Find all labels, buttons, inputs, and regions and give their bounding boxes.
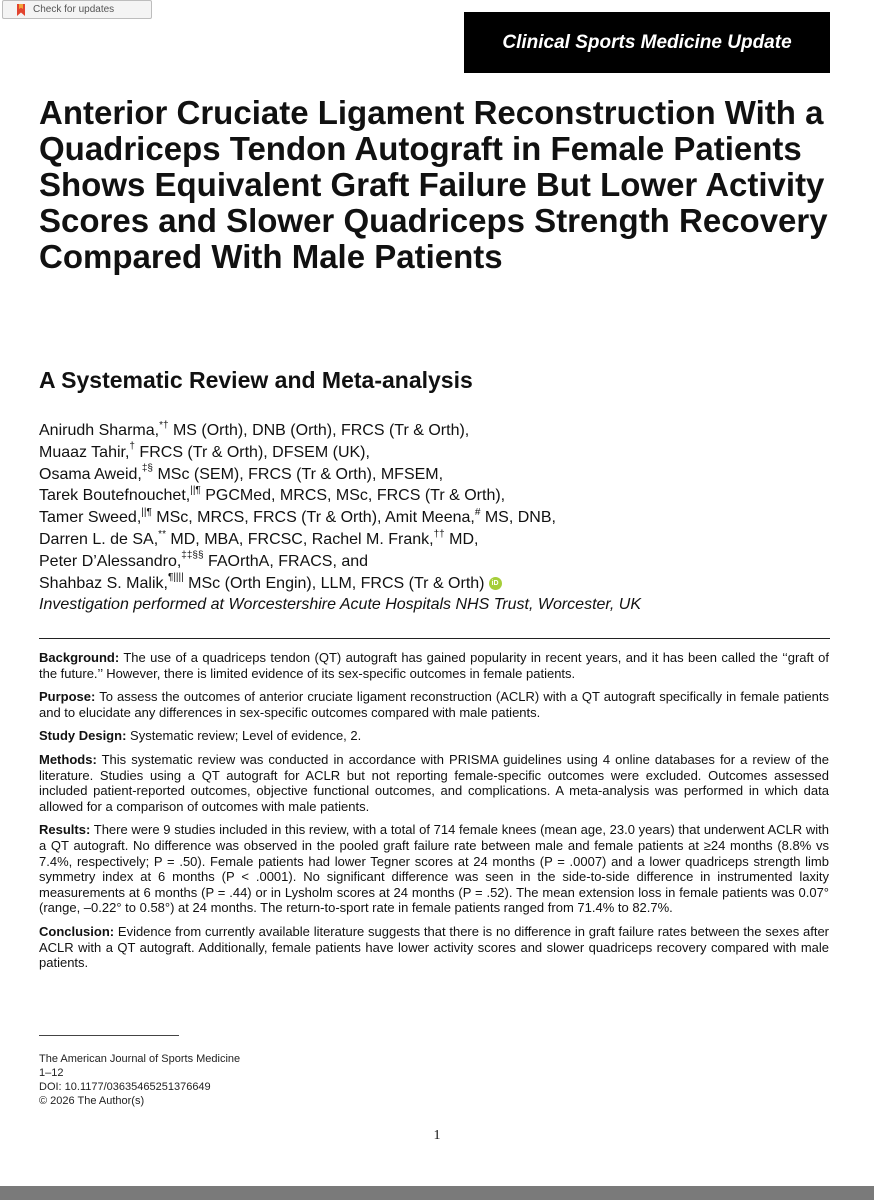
author-sup: ‡‡§§ xyxy=(181,550,204,562)
abstract-background xyxy=(39,650,829,681)
banner-label: Clinical Sports Medicine Update xyxy=(502,31,792,53)
doi[interactable]: DOI: 10.1177/03635465251376649 xyxy=(39,1081,211,1093)
author-degrees: MD, MBA, FRCSC, xyxy=(165,530,312,548)
footnote-divider xyxy=(39,1035,179,1036)
author-sup: ¶|||| xyxy=(167,572,184,584)
methods-text: This systematic review was conducted in accordance with PRISMA guidelines using 4 online databases for a review of the literature. Studies using a QT autograft for ACLR but not reporting female-specific outcomes were excluded. Outcomes assessed included patient-reported outcomes, objective functional outcomes, and complications. A meta-analysis was performed in which data allowed for a comparison of outcomes with male patients. xyxy=(39,751,829,814)
author-name: Amit Meena, xyxy=(385,509,475,527)
abstract-purpose xyxy=(39,689,829,720)
methods-label: Methods: xyxy=(39,751,97,767)
author-degrees: MS, DNB, xyxy=(480,509,556,527)
background-text: The use of a quadriceps tendon (QT) autograft has gained popularity in recent years, and it has been called the ‘‘graft of the future.’’ However, there is limited evidence of its sex-specific outcomes in female patients. xyxy=(39,650,829,681)
author-line xyxy=(39,507,839,529)
badge-label: Check for updates xyxy=(33,4,115,15)
author-degrees: MSc, MRCS, FRCS (Tr & Orth), xyxy=(151,509,386,527)
author-line xyxy=(39,420,839,442)
abstract-conclusion xyxy=(39,924,829,971)
author-sup: *† xyxy=(159,419,169,431)
orcid-icon[interactable]: iD xyxy=(489,577,502,590)
bottom-bar xyxy=(0,1186,874,1200)
abstract-top-divider xyxy=(39,638,830,639)
author-name: Shahbaz S. Malik, xyxy=(39,574,168,592)
article-title: Anterior Cruciate Ligament Reconstruction With a Quadriceps Tendon Autograft in Female Patients Shows Equivalent Graft Failure But Lower Activity Scores and Slower Quadriceps Strength Recovery Compared With Male Patients xyxy=(39,94,828,275)
article-subtitle: A Systematic Review and Meta-analysis xyxy=(39,367,473,393)
author-line xyxy=(39,529,839,551)
author-list xyxy=(39,420,839,616)
conclusion-label: Conclusion: xyxy=(39,923,115,939)
author-degrees: FAOrthA, FRACS, and xyxy=(203,552,369,570)
page-range: 1–12 xyxy=(39,1067,64,1079)
results-label: Results: xyxy=(39,822,91,838)
author-name: Peter D’Alessandro, xyxy=(39,552,182,570)
author-name: Tarek Boutefnouchet, xyxy=(39,487,191,505)
author-name: Osama Aweid, xyxy=(39,465,142,483)
page-number: 1 xyxy=(433,1128,441,1143)
purpose-label: Purpose: xyxy=(39,689,96,705)
author-degrees: MSc (SEM), FRCS (Tr & Orth), MFSEM, xyxy=(153,465,444,483)
affiliation: Investigation performed at Worcestershire Acute Hospitals NHS Trust, Worcester, UK xyxy=(39,596,641,614)
author-name: Muaaz Tahir, xyxy=(39,443,130,461)
author-sup: †† xyxy=(433,528,445,540)
author-name: Rachel M. Frank, xyxy=(311,530,434,548)
bookmark-update-icon xyxy=(16,4,26,16)
check-for-updates-badge[interactable] xyxy=(2,0,152,19)
copyright: © 2026 The Author(s) xyxy=(39,1095,145,1107)
author-name: Darren L. de SA, xyxy=(39,530,159,548)
author-line xyxy=(39,551,839,573)
abstract xyxy=(39,650,829,979)
author-sup: ‡§ xyxy=(141,463,153,475)
author-sup: ** xyxy=(158,528,166,540)
abstract-design xyxy=(39,728,829,744)
author-degrees: PGCMed, MRCS, MSc, FRCS (Tr & Orth), xyxy=(200,487,506,505)
abstract-results xyxy=(39,822,829,916)
author-name: Anirudh Sharma, xyxy=(39,422,160,439)
author-line xyxy=(39,442,839,464)
author-line xyxy=(39,573,839,595)
journal-name: The American Journal of Sports Medicine xyxy=(39,1053,241,1065)
author-degrees: FRCS (Tr & Orth), DFSEM (UK), xyxy=(134,443,370,461)
author-sup: † xyxy=(129,441,135,453)
author-degrees: MS (Orth), DNB (Orth), FRCS (Tr & Orth), xyxy=(168,422,470,439)
author-line xyxy=(39,485,839,507)
abstract-methods xyxy=(39,752,829,814)
author-sup: ||¶ xyxy=(141,506,152,518)
author-degrees: MD, xyxy=(444,530,479,548)
author-line xyxy=(39,464,839,486)
results-text: There were 9 studies included in this review, with a total of 714 female knees (mean age, 23.0 years) that underwent ACLR with a QT autograft. No difference was observed in the pooled graft failure rate between male and female patients at ≥24 months (8.8% vs 7.4%, respectively; P = .50). Female patients had lower Tegner scores at 24 months (P = .0007) and a lower quadriceps strength limb symmetry index at 6 months (P < .0001). No significant difference was seen in the side-to-side difference in instrumented laxity measurements at 6 months (P = .44) or in Lysholm scores at 24 months (P = .52). The mean extension loss in female patients was 0.07° (range, –0.22° to 0.58°) at 24 months. The return-to-sport rate in female patients ranged from 71.4% to 82.7%. xyxy=(39,822,829,916)
author-degrees: MSc (Orth Engin), LLM, FRCS (Tr & Orth) xyxy=(183,574,485,592)
conclusion-text: Evidence from currently available literature suggests that there is no difference in graft failure rates between the sexes after ACLR with a QT autograft. Additionally, female patients have lower activity scores and slower quadriceps recovery compared with male patients. xyxy=(39,923,829,971)
design-label: Study Design: xyxy=(39,728,127,744)
author-sup: # xyxy=(474,506,481,518)
author-name: Tamer Sweed, xyxy=(39,509,142,527)
design-text: Systematic review; Level of evidence, 2. xyxy=(126,728,362,744)
section-banner xyxy=(464,12,830,73)
purpose-text: To assess the outcomes of anterior cruciate ligament reconstruction (ACLR) with a QT autograft specifically in female patients and to elucidate any differences in sex-specific outcomes compared with male patients. xyxy=(39,689,829,720)
background-label: Background: xyxy=(39,650,120,665)
journal-footer xyxy=(39,1052,240,1108)
author-sup: ||¶ xyxy=(190,485,201,497)
